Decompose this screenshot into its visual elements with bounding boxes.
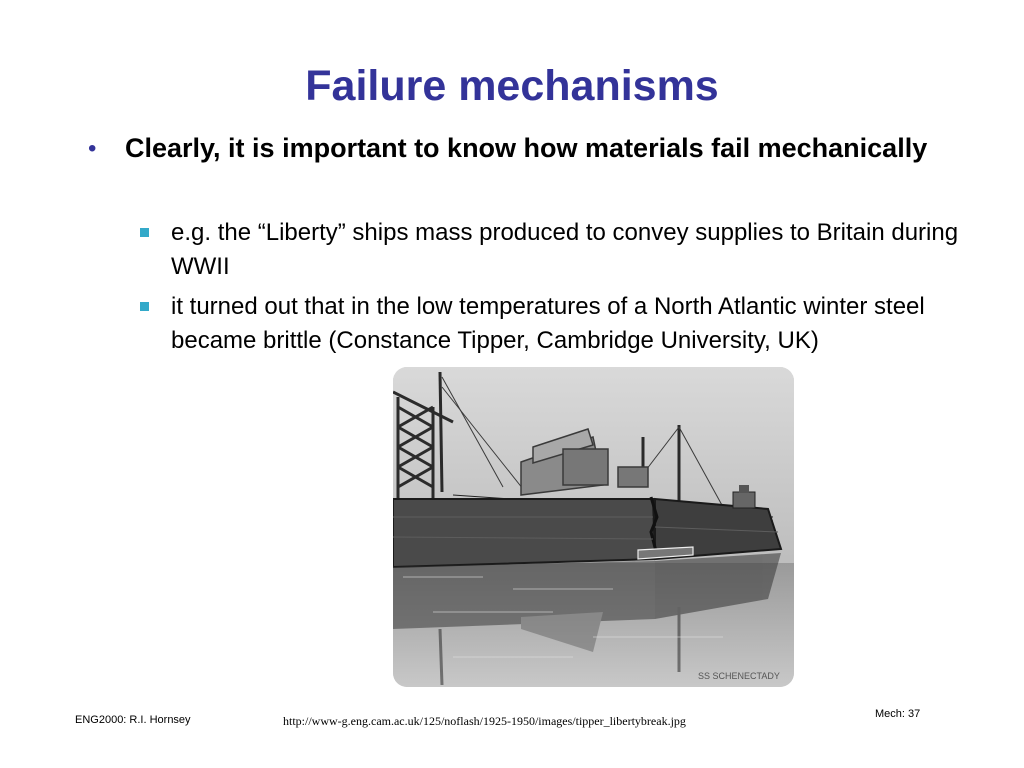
slide-title: Failure mechanisms (305, 62, 719, 110)
bullet-main (88, 130, 985, 167)
square-bullet-icon (140, 228, 149, 237)
footer-course-author: ENG2000: R.I. Hornsey (75, 714, 191, 726)
round-bullet-icon: • (88, 135, 97, 162)
hull-marking-text: SS SCHENECTADY (698, 671, 780, 681)
footer-image-source-link[interactable]: http://www-g.eng.cam.ac.uk/125/noflash/1925-1950/images/tipper_libertybreak.jpg (283, 714, 686, 728)
liberty-ship-break-photo (393, 367, 794, 687)
square-bullet-icon (140, 302, 149, 311)
sub-bullet-liberty-ships (140, 216, 971, 284)
sub-bullet-brittle-steel (140, 290, 971, 358)
sub-bullet-text: it turned out that in the low temperatures of a North Atlantic winter steel became brittle (Constance Tipper, Cambridge University, UK) (171, 293, 925, 354)
footer-slide-number: Mech: 37 (875, 708, 921, 720)
sub-bullet-text: e.g. the “Liberty” ships mass produced to convey supplies to Britain during WWII (171, 219, 959, 280)
bullet-main-text: Clearly, it is important to know how materials fail mechanically (125, 133, 928, 163)
